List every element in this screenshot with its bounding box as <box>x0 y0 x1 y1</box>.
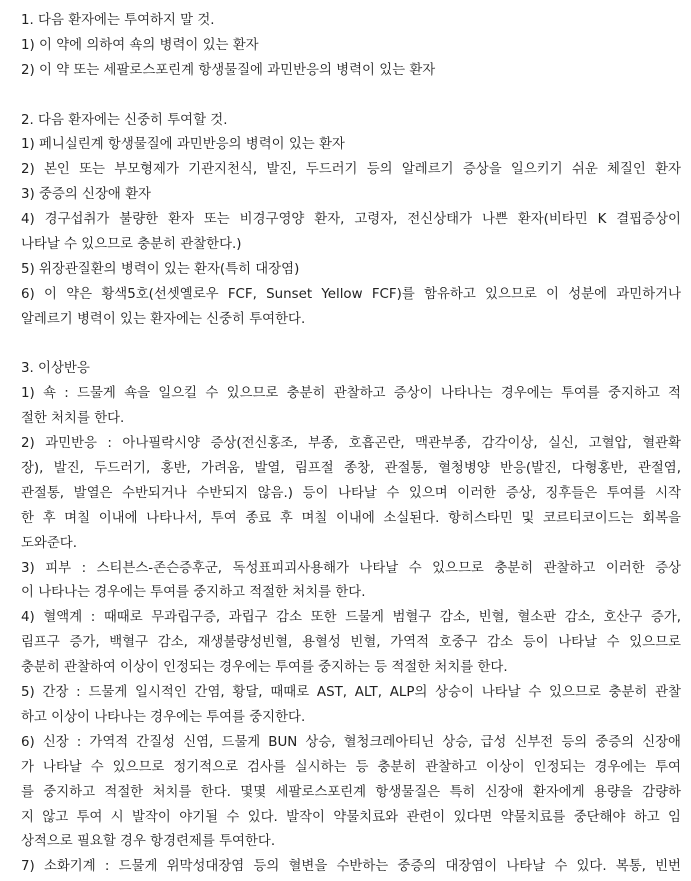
text-line: 상적으로 필요할 경우 항경련제를 투여한다. <box>21 834 276 850</box>
section-gap <box>21 84 681 109</box>
text-line: 관절통, 발열은 수반되거나 수반되지 않음.) 등이 나타날 수 있으며 이러한 증상, 징후들은 투여를 시작 <box>21 485 681 501</box>
text-line: 한 후 며칠 이내에 나타나서, 투여 종료 후 며칠 이내에 소실된다. 항히스타민 및 코르티코이드는 회복을 <box>21 510 681 526</box>
section-3 <box>21 357 681 880</box>
text-line: 1) 페니실린계 항생물질에 과민반응의 병력이 있는 환자 <box>21 137 345 153</box>
text-line: 2) 본인 또는 부모형제가 기관지천식, 발진, 두드러기 등의 알레르기 증상을 일으키기 쉬운 체질인 환자 <box>21 162 681 178</box>
text-line: 2) 이 약 또는 세팔로스포린계 항생물질에 과민반응의 병력이 있는 환자 <box>21 62 436 78</box>
text-line: 절한 처치를 한다. <box>21 411 125 427</box>
section-heading: 1. 다음 환자에는 투여하지 말 것. <box>21 13 215 28</box>
text-line: 5) 위장관질환의 병력이 있는 환자(특히 대장염) <box>21 261 300 277</box>
text-line: 하고 이상이 나타나는 경우에는 투여를 중지한다. <box>21 709 306 725</box>
section-gap <box>21 333 681 358</box>
text-line: 가 나타날 수 있으므로 정기적으로 검사를 실시하는 등 충분히 관찰하고 이상이 인정되는 경우에는 투여 <box>21 759 681 775</box>
text-line: 3) 중증의 신장애 환자 <box>21 187 151 203</box>
text-line: 7) 소화기계 : 드물게 위막성대장염 등의 혈변을 수반하는 중증의 대장염이 나타날 수 있다. 복통, 빈번 <box>21 859 681 875</box>
text-line: 1) 이 약에 의하여 쇽의 병력이 있는 환자 <box>21 37 259 53</box>
text-line: 4) 혈액계 : 때때로 무과립구증, 과립구 감소 또한 드물게 범혈구 감소, 빈혈, 혈소판 감소, 호산구 증가, <box>21 610 681 626</box>
text-line: 이 나타나는 경우에는 투여를 중지하고 적절한 처치를 한다. <box>21 585 366 601</box>
text-line: 장), 발진, 두드러기, 홍반, 가려움, 발열, 림프절 종창, 관절통, 혈청병양 반응(발진, 다형홍반, 관절염, <box>21 461 681 477</box>
text-line: 도와준다. <box>21 535 77 551</box>
text-line: 6) 신장 : 가역적 간질성 신염, 드물게 BUN 상승, 혈청크레아티닌 상승, 급성 신부전 등의 중증의 신장애 <box>21 734 681 750</box>
text-line: 지 않고 투여 시 발작이 야기될 수 있다. 발작이 약물치료와 관련이 있다면 약물치료를 중단해야 하고 임 <box>21 809 681 825</box>
text-line: 6) 이 약은 황색5호(선셋옐로우 FCF, Sunset Yellow FCF)를 함유하고 있으므로 이 성분에 과민하거나 <box>21 286 681 302</box>
section-1 <box>21 9 681 84</box>
section-heading: 2. 다음 환자에는 신중히 투여할 것. <box>21 112 228 128</box>
text-line: 5) 간장 : 드물게 일시적인 간염, 황달, 때때로 AST, ALT, ALP의 상승이 나타날 수 있으므로 충분히 관찰 <box>21 685 681 701</box>
text-line: 1) 쇽 : 드물게 쇽을 일으킬 수 있으므로 충분히 관찰하고 증상이 나타나는 경우에는 투여를 중지하고 적 <box>21 386 681 402</box>
text-line: 2) 과민반응 : 아나필락시양 증상(전신홍조, 부종, 호흡곤란, 맥관부종, 감각이상, 실신, 고혈압, 혈관확 <box>21 436 681 452</box>
text-line: 3) 피부 : 스티븐스-존슨증후군, 독성표피괴사용해가 나타날 수 있으므로 충분히 관찰하고 이러한 증상 <box>21 560 681 576</box>
text-line: 충분히 관찰하여 이상이 인정되는 경우에는 투여를 중지하는 등 적절한 처치를 한다. <box>21 660 508 676</box>
text-line: 나타날 수 있으므로 충분히 관찰한다.) <box>21 237 242 253</box>
text-line: 를 중지하고 적절한 처치를 한다. 몇몇 세팔로스포린계 항생물질은 특히 신장애 환자에게 용량을 감량하 <box>21 784 681 800</box>
text-line: 알레르기 병력이 있는 환자에는 신중히 투여한다. <box>21 311 306 327</box>
text-line: 림프구 증가, 백혈구 감소, 재생불량성빈혈, 용혈성 빈혈, 가역적 호중구 감소 등이 나타날 수 있으므로 <box>21 635 681 651</box>
document-body <box>21 9 681 880</box>
section-heading: 3. 이상반응 <box>21 361 90 377</box>
section-2 <box>21 109 681 333</box>
text-line: 4) 경구섭취가 불량한 환자 또는 비경구영양 환자, 고령자, 전신상태가 나쁜 환자(비타민 K 결핍증상이 <box>21 212 681 228</box>
